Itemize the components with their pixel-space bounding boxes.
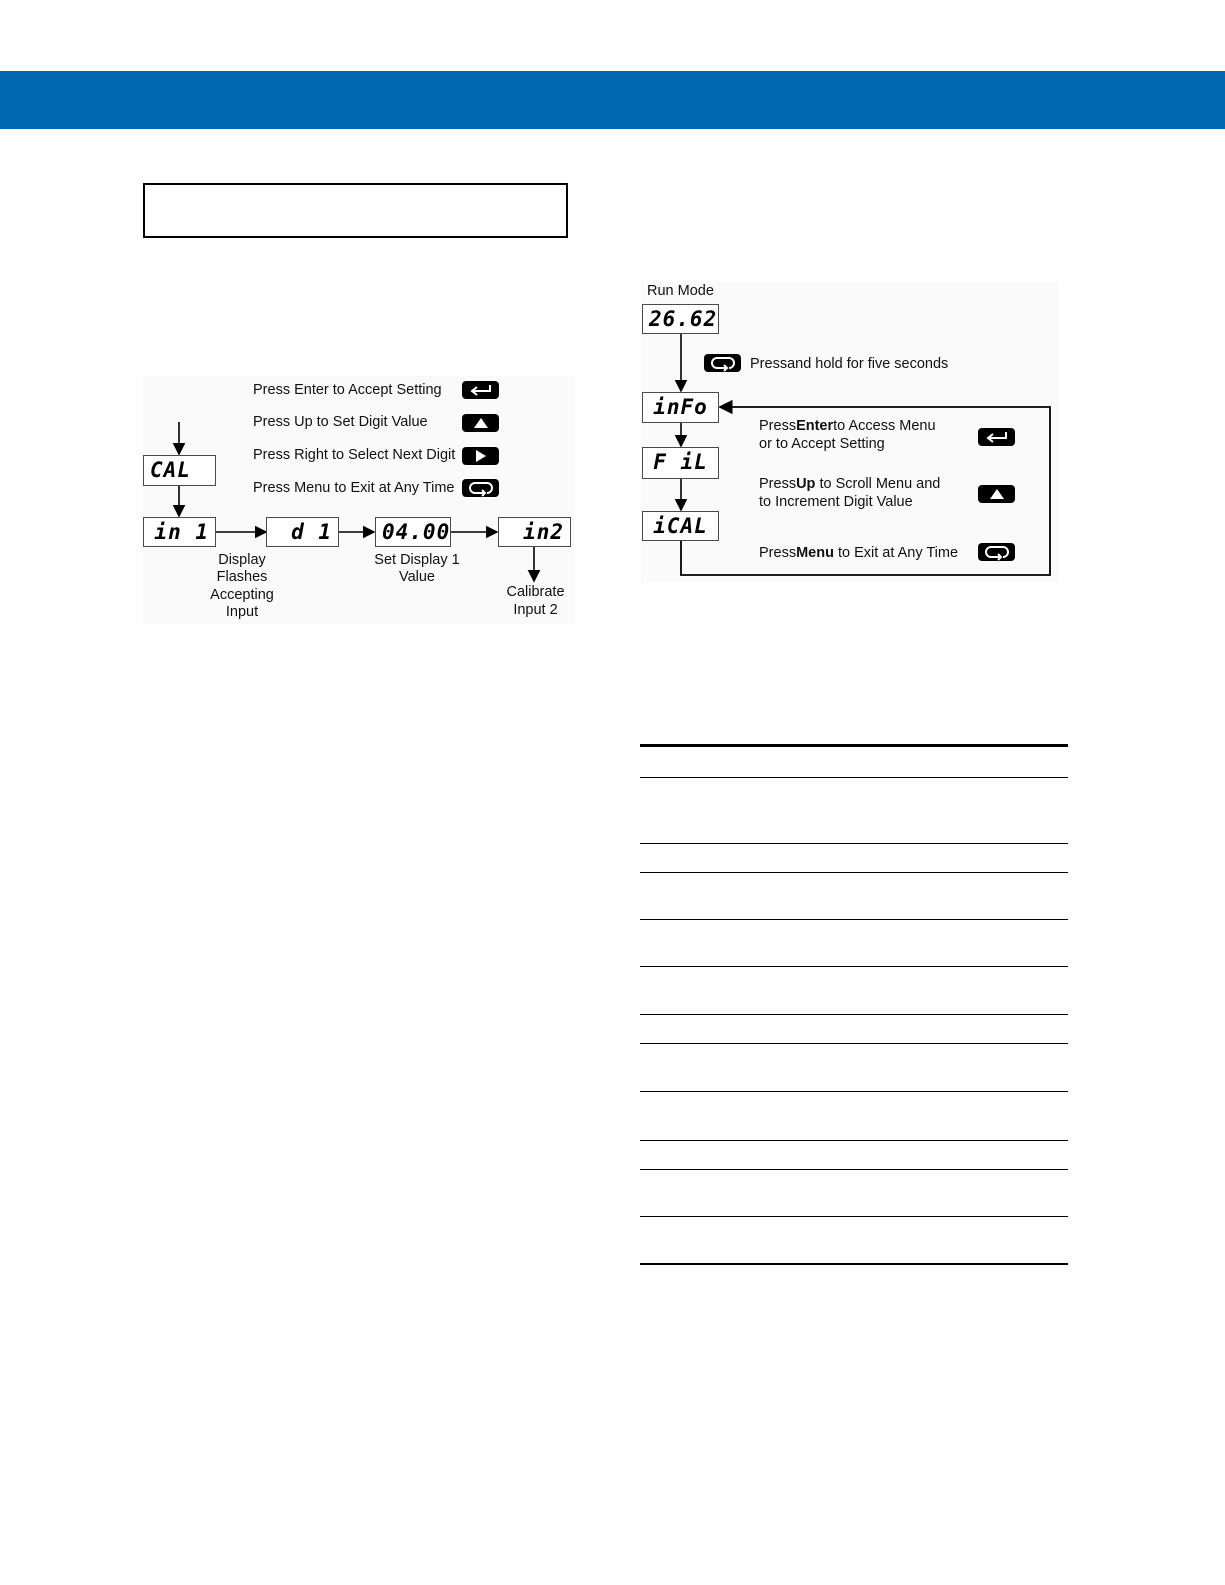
instruction-enter-line2: or to Accept Setting [759, 436, 885, 452]
table-bottom-rule [640, 1263, 1068, 1265]
display-d1: d 1 [266, 517, 339, 547]
menu-key [978, 543, 1015, 561]
enter-key [978, 428, 1015, 446]
caption-in1-line2: Flashes [216, 569, 268, 585]
display-in2: in2 [498, 517, 571, 547]
table-row-rule [640, 1043, 1068, 1044]
caption-in1-line1: Display [218, 552, 266, 568]
up-key [978, 485, 1015, 503]
table-row-rule [640, 1169, 1068, 1170]
table-row-rule [640, 843, 1068, 844]
menu-loop-icon [984, 545, 1010, 559]
instruction-menu: Press Menu to Exit at Any Time [253, 480, 455, 496]
caption-in2-line2: Input 2 [513, 602, 558, 618]
menu-hold-key [704, 354, 741, 372]
table-row-rule [640, 1014, 1068, 1015]
display-value: 04.00 [375, 517, 451, 547]
caption-d1-line1: Set Display 1 [374, 552, 460, 568]
display-ical: iCAL [642, 511, 719, 541]
table-top-rule [640, 744, 1068, 747]
caption-d1-line2: Value [398, 569, 435, 585]
instruction-up-line2: to Increment Digit Value [759, 494, 913, 510]
display-info: inFo [642, 392, 719, 423]
enter-icon [468, 384, 494, 396]
menu-loop-icon [468, 481, 494, 495]
section-title-box [143, 183, 568, 238]
up-key [462, 414, 499, 432]
instruction-up-line1: PressUp to Scroll Menu and [759, 476, 941, 492]
caption-in1-line3: Accepting [210, 587, 274, 603]
instruction-menu-line1: PressMenu to Exit at Any Time [759, 545, 959, 561]
right-key [462, 447, 499, 465]
up-arrow-icon [473, 417, 489, 429]
up-arrow-icon [989, 488, 1005, 500]
instruction-enter: Press Enter to Accept Setting [253, 382, 442, 398]
display-run: 26.62 [642, 304, 719, 334]
display-cal: CAL [143, 455, 216, 486]
enter-icon [984, 431, 1010, 443]
run-mode-label: Run Mode [647, 283, 714, 299]
enter-key [462, 381, 499, 399]
caption-in1-line4: Input [225, 604, 259, 620]
header-banner [0, 71, 1225, 129]
table-header-rule [640, 777, 1068, 778]
display-in1: in 1 [143, 517, 216, 547]
table-row-rule [640, 919, 1068, 920]
instruction-up: Press Up to Set Digit Value [253, 414, 428, 430]
caption-in2-line1: Calibrate [506, 584, 565, 600]
hold-instruction: Pressand hold for five seconds [750, 356, 949, 372]
menu-loop-icon [710, 356, 736, 370]
right-arrow-icon [475, 449, 487, 463]
display-fil: F iL [642, 447, 719, 479]
calibration-diagram [143, 376, 575, 624]
menu-navigation-diagram [641, 281, 1059, 583]
table-row-rule [640, 872, 1068, 873]
table-row-rule [640, 966, 1068, 967]
menu-key [462, 479, 499, 497]
table-row-rule [640, 1216, 1068, 1217]
instruction-right: Press Right to Select Next Digit [253, 447, 456, 463]
table-row-rule [640, 1140, 1068, 1141]
instruction-enter-line1: PressEnterto Access Menu [759, 418, 936, 434]
table-row-rule [640, 1091, 1068, 1092]
